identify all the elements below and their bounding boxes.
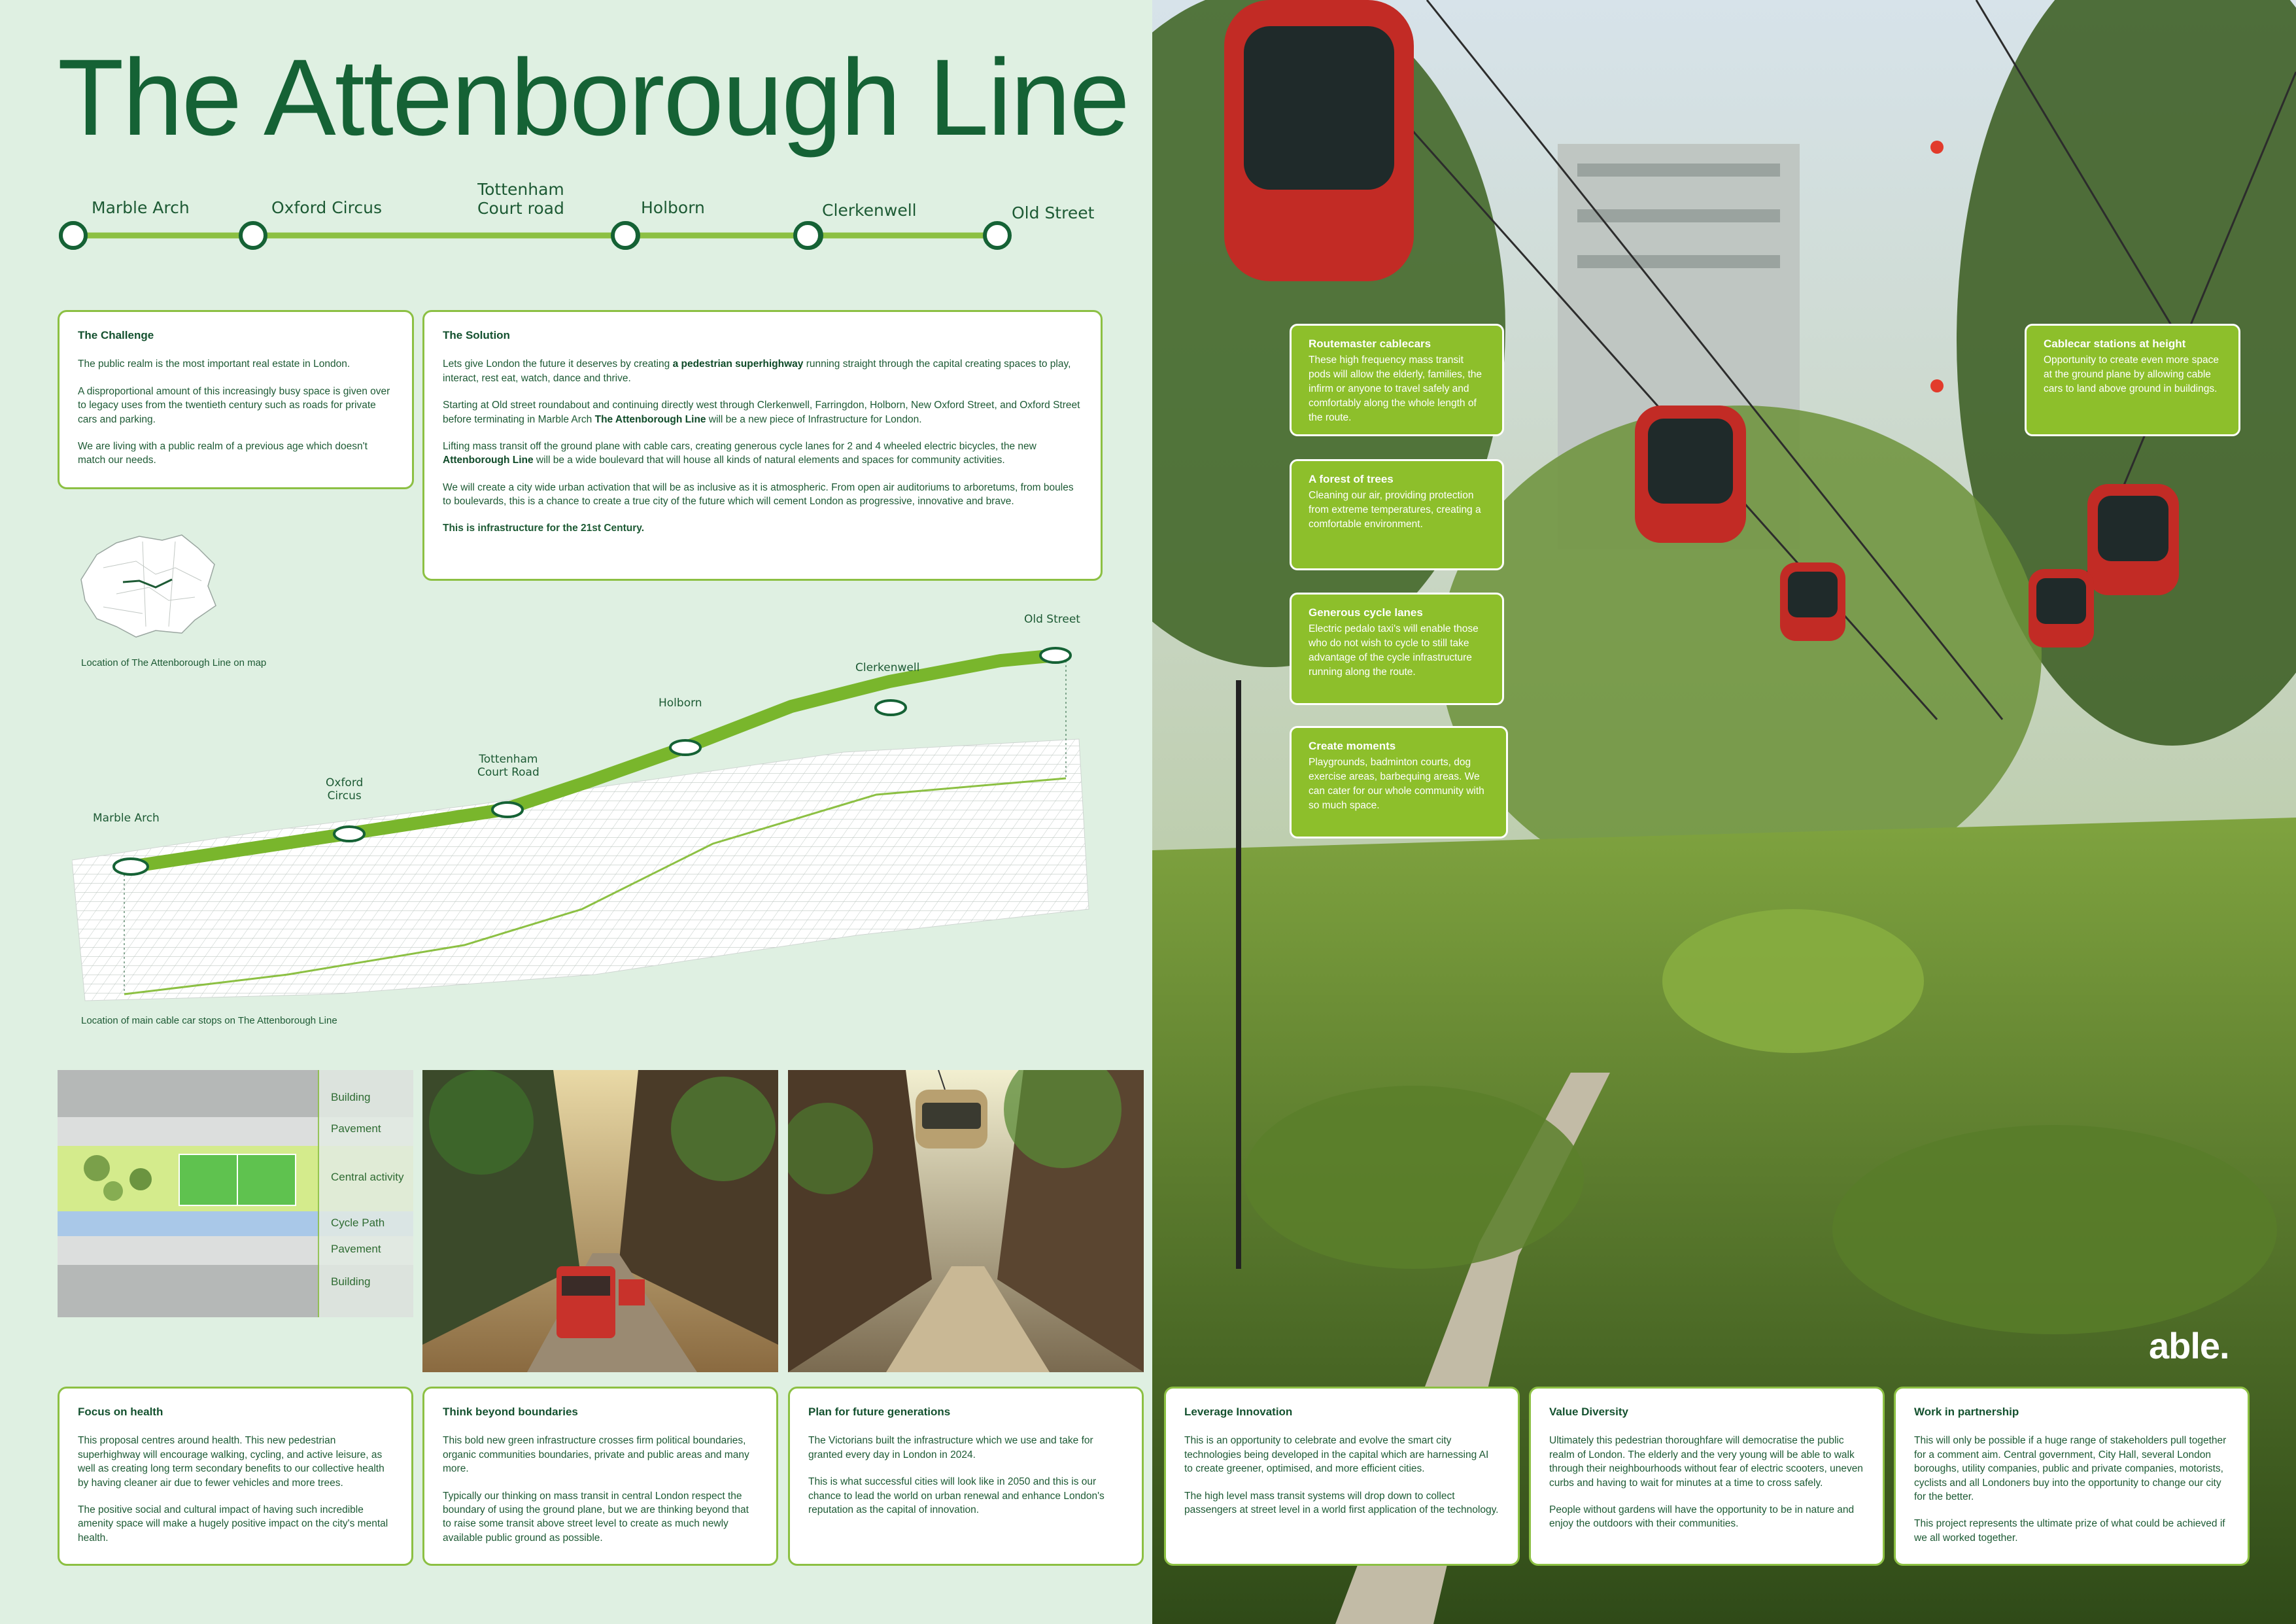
diversity-card bbox=[1529, 1387, 1885, 1566]
callout-cycle-lanes bbox=[1290, 593, 1504, 705]
card-text: The Victorians built the infrastructure which we use and take for granted every day in London in 2024. bbox=[808, 1435, 1093, 1460]
callout-text: Playgrounds, badminton courts, dog exercise areas, barbequing areas. We can cater for our whole community with so much space. bbox=[1309, 757, 1484, 812]
card-heading: Focus on health bbox=[78, 1406, 163, 1418]
callout-heading: A forest of trees bbox=[1309, 473, 1394, 485]
section-label: Pavement bbox=[331, 1243, 381, 1255]
health-card bbox=[58, 1387, 413, 1566]
stop-marker bbox=[670, 740, 700, 755]
cablecar bbox=[2029, 569, 2094, 648]
card-text: This is an opportunity to celebrate and evolve the smart city technologies being developed in the capital which are harnessing AI to create greener, optimised, and more efficient cities. bbox=[1184, 1435, 1489, 1475]
map-stop-label: Marble Arch bbox=[93, 812, 160, 825]
card-text: This proposal centres around health. This new pedestrian superhighway will encourage walking, cycling, and active leisure, as well as creating long term secondary benefits to our collective health by having cleaner air due to fewer vehicles and more trees. bbox=[78, 1435, 385, 1489]
map-stop-label: Clerkenwell bbox=[855, 661, 920, 674]
map-stop-label: Tottenham Court Road bbox=[477, 753, 540, 779]
callout-moments bbox=[1290, 726, 1508, 838]
station-label: Marble Arch bbox=[92, 198, 190, 217]
section-label: Building bbox=[331, 1275, 371, 1288]
stop-marker bbox=[876, 700, 906, 715]
route-diagram bbox=[52, 177, 1125, 268]
station-marker bbox=[985, 223, 1010, 248]
challenge-card bbox=[58, 310, 414, 489]
card-text: This bold new green infrastructure crosses firm political boundaries, organic communities boundaries, private and public areas and many more. bbox=[443, 1435, 749, 1475]
solution-text: Lets give London the future it deserves by creating a pedestrian superhighway running straight through the capital creating spaces to play, interact, rest eat, watch, dance and thrive. bbox=[443, 358, 1071, 384]
card-heading: Work in partnership bbox=[1914, 1406, 2019, 1418]
solution-text: We will create a city wide urban activation that will be as inclusive as it is atmospheric. From open air auditoriums to arboretums, from boules to boulevards, this is a chance to create a true city of the future which will cement London as progressive, innovative and brave. bbox=[443, 481, 1074, 508]
card-text: This is what successful cities will look like in 2050 and this is our chance to lead the world on urban renewal and enhance London's reputation as the capital of innovation. bbox=[808, 1476, 1105, 1515]
callout-text: Opportunity to create even more space at the ground plane by allowing cable cars to land above ground in buildings. bbox=[2044, 354, 2219, 395]
stop-marker bbox=[114, 859, 148, 874]
map-stop-label: Holborn bbox=[659, 697, 702, 710]
cablecar-large bbox=[1224, 0, 1414, 281]
future-card bbox=[788, 1387, 1144, 1566]
brand-logo: able. bbox=[2149, 1325, 2229, 1366]
cablecar bbox=[1635, 406, 1746, 543]
stop-marker bbox=[1040, 648, 1071, 663]
challenge-text: The public realm is the most important real estate in London. bbox=[78, 358, 351, 370]
card-heading: Plan for future generations bbox=[808, 1406, 951, 1418]
station-label: Old Street bbox=[1012, 203, 1095, 222]
partnership-card bbox=[1894, 1387, 2250, 1566]
card-text: The positive social and cultural impact of having such incredible amenity space will make a hugely positive impact on the city's mental health. bbox=[78, 1504, 388, 1544]
stops-caption: Location of main cable car stops on The Attenborough Line bbox=[81, 1015, 337, 1026]
card-text: Ultimately this pedestrian thoroughfare will democratise the public realm of London. The elderly and the very young will be able to walk through their neighbourhoods without fear of electric scooters, uneven curbs and having to wait for minutes at a time to cross safely. bbox=[1549, 1435, 1863, 1489]
card-heading: Leverage Innovation bbox=[1184, 1406, 1293, 1418]
map-stop-label: Oxford Circus bbox=[326, 776, 364, 803]
solution-card bbox=[422, 310, 1103, 581]
challenge-heading: The Challenge bbox=[78, 329, 154, 341]
card-text: This project represents the ultimate prize of what could be achieved if we all worked together. bbox=[1914, 1518, 2225, 1544]
callout-text: Cleaning our air, providing protection from extreme temperatures, creating a comfortable environment. bbox=[1309, 490, 1481, 530]
station-label: Holborn bbox=[641, 198, 705, 217]
innovation-card bbox=[1164, 1387, 1520, 1566]
stop-marker bbox=[492, 803, 523, 817]
section-label: Building bbox=[331, 1091, 371, 1103]
station-marker bbox=[241, 223, 266, 248]
cablecar bbox=[2087, 484, 2179, 595]
callout-trees bbox=[1290, 459, 1504, 570]
solution-tagline: This is infrastructure for the 21st Century. bbox=[443, 523, 645, 534]
callout-text: These high frequency mass transit pods will allow the elderly, families, the infirm or anyone to travel safely and comfortably along the whole length of the route. bbox=[1309, 354, 1482, 424]
callout-heading: Create moments bbox=[1309, 740, 1396, 752]
card-text: Typically our thinking on mass transit in central London respect the boundary of using the ground plane, but we are thinking beyond that to raise some transit above street level to create as much newly available public ground as possible. bbox=[443, 1490, 749, 1544]
station-label: Oxford Circus bbox=[271, 198, 382, 217]
callout-heading: Generous cycle lanes bbox=[1309, 606, 1423, 619]
solution-text: Lifting mass transit off the ground plane with cable cars, creating generous cycle lanes for 2 and 4 wheeled electric bicycles, the new Attenborough Line will be a wide boulevard that will house all kinds of natural elements and spaces for community activities. bbox=[443, 440, 1037, 466]
challenge-text: A disproportional amount of this increasingly busy space is given over to legacy uses from the twentieth century such as roads for private cars and parking. bbox=[78, 385, 390, 425]
callout-stations bbox=[2025, 324, 2240, 436]
callout-text: Electric pedalo taxi's will enable those who do not wish to cycle to still take advantage of the cycle infrastructure running along the route. bbox=[1309, 623, 1479, 678]
station-label: Clerkenwell bbox=[822, 201, 917, 220]
section-label: Pavement bbox=[331, 1122, 381, 1135]
stop-marker bbox=[334, 827, 364, 841]
section-label: Cycle Path bbox=[331, 1217, 385, 1229]
card-heading: Value Diversity bbox=[1549, 1406, 1628, 1418]
street-scene-image bbox=[422, 1070, 778, 1372]
callout-heading: Routemaster cablecars bbox=[1309, 337, 1431, 350]
callout-heading: Cablecar stations at height bbox=[2044, 337, 2186, 350]
card-text: The high level mass transit systems will drop down to collect passengers at street level in a world first application of the technology. bbox=[1184, 1490, 1499, 1515]
cablecar bbox=[1780, 562, 1845, 641]
station-label: Tottenham Court road bbox=[477, 180, 564, 218]
solution-text: Starting at Old street roundabout and continuing directly west through Clerkenwell, Farringdon, Holborn, New Oxford Street, and Oxford Street before terminating in Marble Arch The Attenborough Line will be a new piece of Infrastructure for London. bbox=[443, 400, 1080, 425]
card-text: This will only be possible if a huge range of stakeholders pull together for a comment aim. Central government, City Hall, several London boroughs, utility companies, public and private companies, motorists, cyclists and all Londoners buy into the opportunity to change our city for the better. bbox=[1914, 1435, 2227, 1502]
boundaries-card bbox=[422, 1387, 778, 1566]
map-caption: Location of The Attenborough Line on map bbox=[81, 657, 267, 668]
card-heading: Think beyond boundaries bbox=[443, 1406, 578, 1418]
challenge-text: We are living with a public realm of a previous age which doesn't match our needs. bbox=[78, 440, 368, 466]
page-title: The Attenborough Line bbox=[58, 37, 1129, 158]
cablecar-street-image bbox=[788, 1070, 1144, 1372]
section-label: Central activity bbox=[331, 1171, 404, 1183]
card-text: People without gardens will have the opportunity to be in nature and enjoy the outdoors with their communities. bbox=[1549, 1504, 1855, 1530]
city-route-diagram bbox=[72, 608, 1092, 1014]
solution-heading: The Solution bbox=[443, 329, 510, 341]
map-stop-label: Old Street bbox=[1024, 613, 1080, 626]
callout-cablecars bbox=[1290, 324, 1504, 436]
